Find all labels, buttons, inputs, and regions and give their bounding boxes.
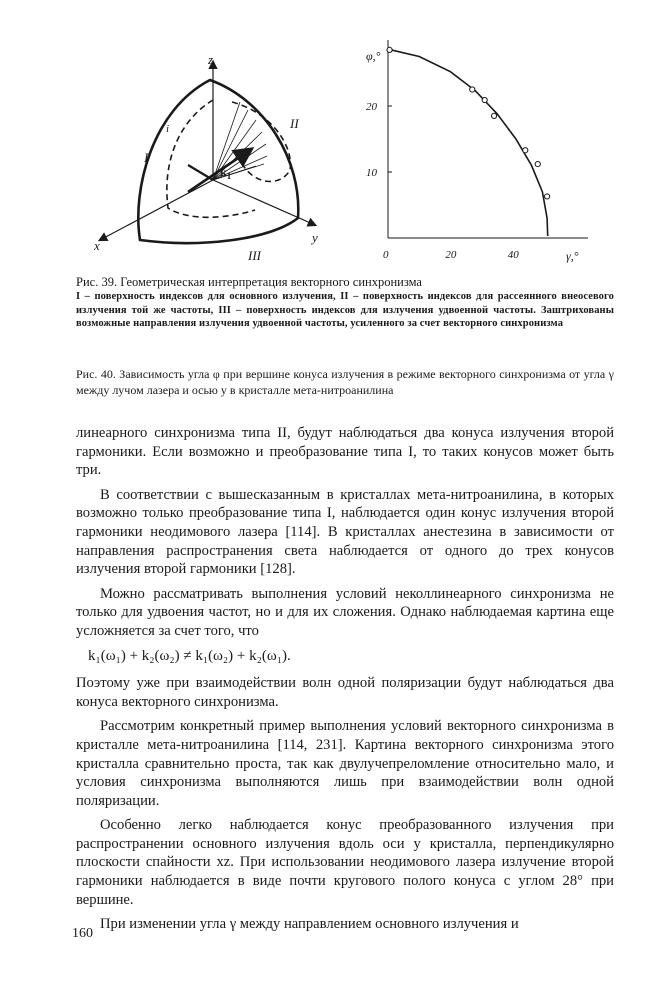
- x-axis-title: γ,°: [566, 249, 579, 263]
- paragraph: Особенно легко наблюдается конус преобразованного излучения при распространении основного излучения вдоль оси y кристалла, перпендикулярно плоскости спайности xz. При использовании неодимового лазера излучение второй гармоники наблюдается в виде почти кругового полого конуса с углом 28° при вершине.: [76, 817, 614, 908]
- caption-39-title: Рис. 39. Геометрическая интерпретация векторного синхронизма: [76, 275, 422, 289]
- x-tick-label: 20: [445, 249, 457, 261]
- data-point: [545, 194, 550, 199]
- fit-curve: [388, 49, 548, 236]
- data-point: [535, 161, 540, 166]
- x-axis-label: x: [94, 238, 100, 253]
- paragraph: Можно рассматривать выполнения условий неколлинеарного синхронизма не только для удвоения частот, но и для их сложения. Однако наблюдаемая картина еще усложняется за счет того, что: [76, 585, 614, 639]
- data-point: [387, 47, 392, 52]
- paragraph: линеарного синхронизма типа II, будут наблюдаться два конуса излучения второй гармоники. Если возможно и преобразование типа I, то таких конусов может быть три.: [76, 425, 614, 479]
- formula: k₁(ω₁) + k₂(ω₂) ≠ k₁(ω₂) + k₂(ω₁).: [88, 647, 291, 664]
- x-tick-label: 40: [507, 249, 519, 261]
- paragraph: Поэтому уже при взаимодействии волн одной поляризации будут наблюдаться два конуса векторного синхронизма.: [76, 675, 614, 710]
- surface-i-outline: [167, 100, 255, 217]
- label-small: i: [166, 123, 170, 135]
- k1-label: $k_1$: [220, 165, 232, 181]
- y-axis-label: y: [312, 230, 318, 245]
- y-tick-label: 10: [366, 167, 377, 179]
- y-tick-label: 20: [366, 101, 377, 113]
- label-ii: II: [290, 116, 299, 131]
- paragraph: При изменении угла γ между направлением основного излучения и: [100, 916, 519, 933]
- caption-fig-39: [76, 275, 614, 331]
- data-point: [482, 97, 487, 102]
- caption-fig-40: Рис. 40. Зависимость угла φ при вершине конуса излучения в режиме векторного синхронизма от угла γ между лучом лазера и осью y в кристалле мета-нитроанилина: [76, 367, 614, 397]
- surface-iii-outline: [138, 80, 298, 243]
- z-axis-label: z: [208, 52, 214, 67]
- paragraph: В соответствии с вышесказанным в кристаллах мета-нитроанилина, в которых возможно только преобразование типа I, наблюдается один конус излучения второй гармоники неодимового лазера [114]. В кристаллах анестезина в зависимости от направления распространения света наблюдается от одного до трех конусов излучения второй гармоники [128].: [76, 486, 614, 578]
- figure-40-chart: [358, 30, 608, 270]
- y-axis-title: φ,°: [366, 49, 381, 63]
- data-point: [491, 113, 496, 118]
- body-text: [76, 424, 614, 940]
- x-tick-label: 0: [383, 249, 389, 261]
- paragraph: Рассмотрим конкретный пример выполнения условий векторного синхронизма в кристалле мета-нитроанилина [114, 231]. Картина векторного синхронизма этого кристалла сравнительно проста, так как двулучепреломление относительно мало, и условия синхронизма выполняются лишь при взаимодействии волн одной поляризации.: [76, 718, 614, 809]
- data-point: [470, 87, 475, 92]
- label-iii: III: [248, 248, 261, 263]
- figure-39-diagram: [80, 40, 350, 270]
- page-number: 160: [72, 926, 93, 941]
- k1-vector-inner: [188, 165, 213, 180]
- x-axis: [100, 180, 213, 240]
- data-point: [523, 148, 528, 153]
- label-i: I: [144, 150, 149, 165]
- y-axis: [213, 180, 315, 225]
- caption-39-desc: I – поверхность индексов для основного излучения, II – поверхность индексов для рассеянного внеосевого излучения той же частоты, III – поверхность индексов для излучения удвоенной частоты. Заштрихованы возможные направления излучения удвоенной частоты, усиленного за счет векторного синхронизма: [76, 291, 614, 329]
